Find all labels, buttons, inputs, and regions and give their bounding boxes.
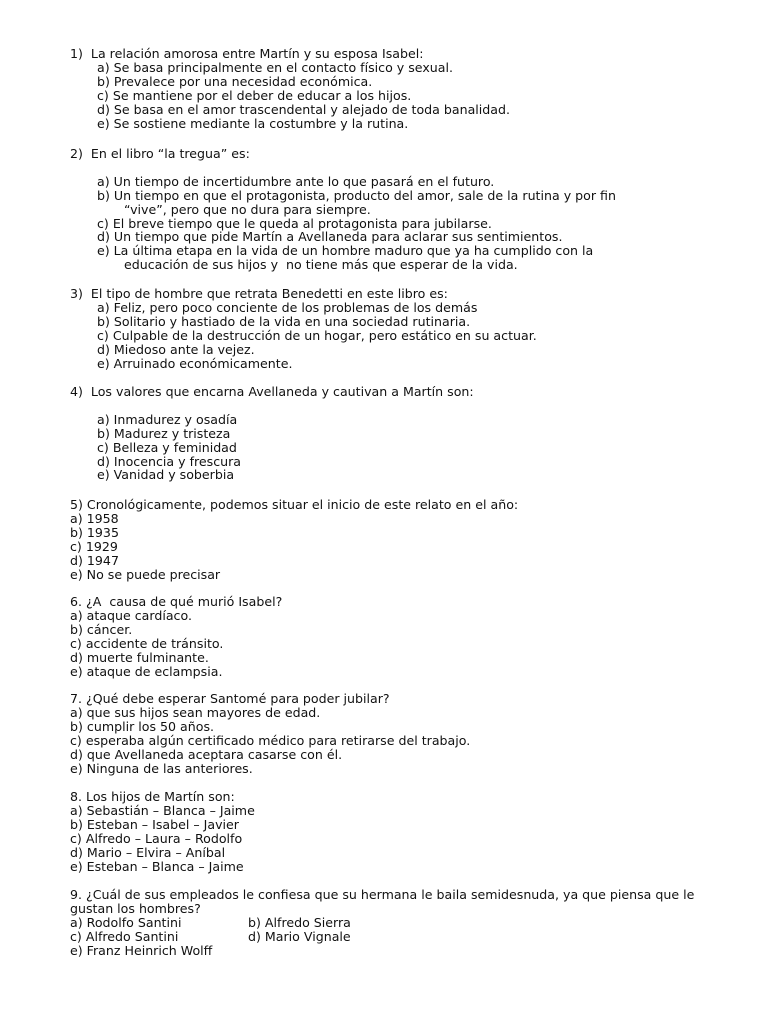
question-stem: 1) La relación amorosa entre Martín y su esposa Isabel: — [70, 46, 424, 61]
option-d: d) Inocencia y frescura — [97, 453, 242, 469]
option-a: a) Se basa principalmente en el contacto físico y sexual. — [97, 59, 453, 75]
option-c: c) Culpable de la destrucción de un hogar, pero estático en su actuar. — [97, 327, 537, 343]
question-stem: 7. ¿Qué debe esperar Santomé para poder jubilar? — [70, 691, 390, 706]
option-b: b) Esteban – Isabel – Javier — [70, 816, 239, 832]
option-e: e) Arruinado económicamente. — [97, 355, 293, 371]
option-c: c) esperaba algún certificado médico para retirarse del trabajo. — [70, 732, 471, 748]
question-4 — [70, 385, 708, 482]
option-a: a) Sebastián – Blanca – Jaime — [70, 802, 255, 818]
option-a: a) ataque cardíaco. — [70, 607, 192, 623]
option-d: d) muerte fulminante. — [70, 649, 209, 665]
option-e: e) Se sostiene mediante la costumbre y la rutina. — [97, 115, 409, 131]
question-2 — [70, 147, 708, 272]
question-stem: 5) Cronológicamente, podemos situar el inicio de este relato en el año: — [70, 497, 519, 512]
option-d: d) que Avellaneda aceptara casarse con él. — [70, 746, 343, 762]
options-list — [70, 512, 708, 582]
option-e: e) Esteban – Blanca – Jaime — [70, 858, 244, 874]
option-d: d) Un tiempo que pide Martín a Avellaneda para aclarar sus sentimientos. — [97, 229, 563, 245]
option-b: b) Madurez y tristeza — [97, 425, 231, 441]
option-b: b) cáncer. — [70, 621, 133, 637]
option-e: e) No se puede precisar — [70, 566, 221, 582]
question-stem: 9. ¿Cuál de sus empleados le confiesa que su hermana le baila semidesnuda, ya que piensa que le gustan los hombres? — [70, 887, 699, 916]
options-list — [70, 706, 708, 776]
options-list — [70, 609, 708, 679]
option-b: b) cumplir los 50 años. — [70, 718, 215, 734]
option-a: a) Inmadurez y osadía — [97, 411, 238, 427]
option-c: c) 1929 — [70, 538, 118, 554]
option-c: c) accidente de tránsito. — [70, 635, 224, 651]
option-c: c) Se mantiene por el deber de educar a los hijos. — [97, 87, 412, 103]
option-e: e) La última etapa en la vida de un hombre maduro que ya ha cumplido con la educación de sus hijos y no tiene más que esperar de la vida. — [97, 243, 594, 273]
option-c: c) El breve tiempo que le queda al protagonista para jubilarse. — [97, 215, 492, 231]
options-list — [70, 413, 708, 483]
option-b: b) Alfredo Sierra — [248, 914, 351, 930]
option-e: e) ataque de eclampsia. — [70, 663, 223, 679]
option-b: b) 1935 — [70, 524, 119, 540]
question-5 — [70, 498, 708, 581]
option-c: c) Alfredo – Laura – Rodolfo — [70, 830, 243, 846]
option-e: e) Ninguna de las anteriores. — [70, 760, 253, 776]
option-b: b) Solitario y hastiado de la vida en una sociedad rutinaria. — [97, 313, 471, 329]
question-9 — [70, 888, 728, 958]
option-e: e) Franz Heinrich Wolff — [70, 942, 213, 958]
options-list — [70, 301, 708, 371]
option-a: a) 1958 — [70, 510, 119, 526]
options-row — [70, 916, 728, 930]
option-a: a) que sus hijos sean mayores de edad. — [70, 704, 321, 720]
question-7 — [70, 692, 708, 775]
option-d: d) Mario Vignale — [248, 928, 351, 944]
question-8 — [70, 790, 708, 873]
option-d: d) 1947 — [70, 552, 119, 568]
option-c: c) Belleza y feminidad — [97, 439, 237, 455]
option-a: a) Rodolfo Santini — [70, 914, 182, 930]
options-row — [70, 930, 728, 944]
options-list — [70, 804, 708, 874]
question-stem: 3) El tipo de hombre que retrata Benedetti en este libro es: — [70, 286, 448, 301]
option-d: d) Miedoso ante la vejez. — [97, 341, 255, 357]
option-d: d) Mario – Elvira – Aníbal — [70, 844, 226, 860]
question-6 — [70, 595, 708, 678]
question-1 — [70, 47, 708, 130]
option-a: a) Feliz, pero poco conciente de los problemas de los demás — [97, 299, 478, 315]
option-b: b) Prevalece por una necesidad económica. — [97, 73, 373, 89]
question-3 — [70, 287, 708, 370]
option-d: d) Se basa en el amor trascendental y alejado de toda banalidad. — [97, 101, 510, 117]
question-stem: 2) En el libro “la tregua” es: — [70, 146, 250, 161]
option-b: b) Un tiempo en que el protagonista, producto del amor, sale de la rutina y por fin “vive”, pero que no dura para siempre. — [97, 187, 616, 217]
options-list — [70, 61, 708, 131]
option-c: c) Alfredo Santini — [70, 928, 179, 944]
option-a: a) Un tiempo de incertidumbre ante lo que pasará en el futuro. — [97, 173, 495, 189]
option-e: e) Vanidad y soberbia — [97, 467, 235, 483]
question-stem: 4) Los valores que encarna Avellaneda y cautivan a Martín son: — [70, 384, 474, 399]
options-list — [70, 175, 708, 272]
question-stem: 6. ¿A causa de qué murió Isabel? — [70, 594, 283, 609]
question-stem: 8. Los hijos de Martín son: — [70, 789, 235, 804]
